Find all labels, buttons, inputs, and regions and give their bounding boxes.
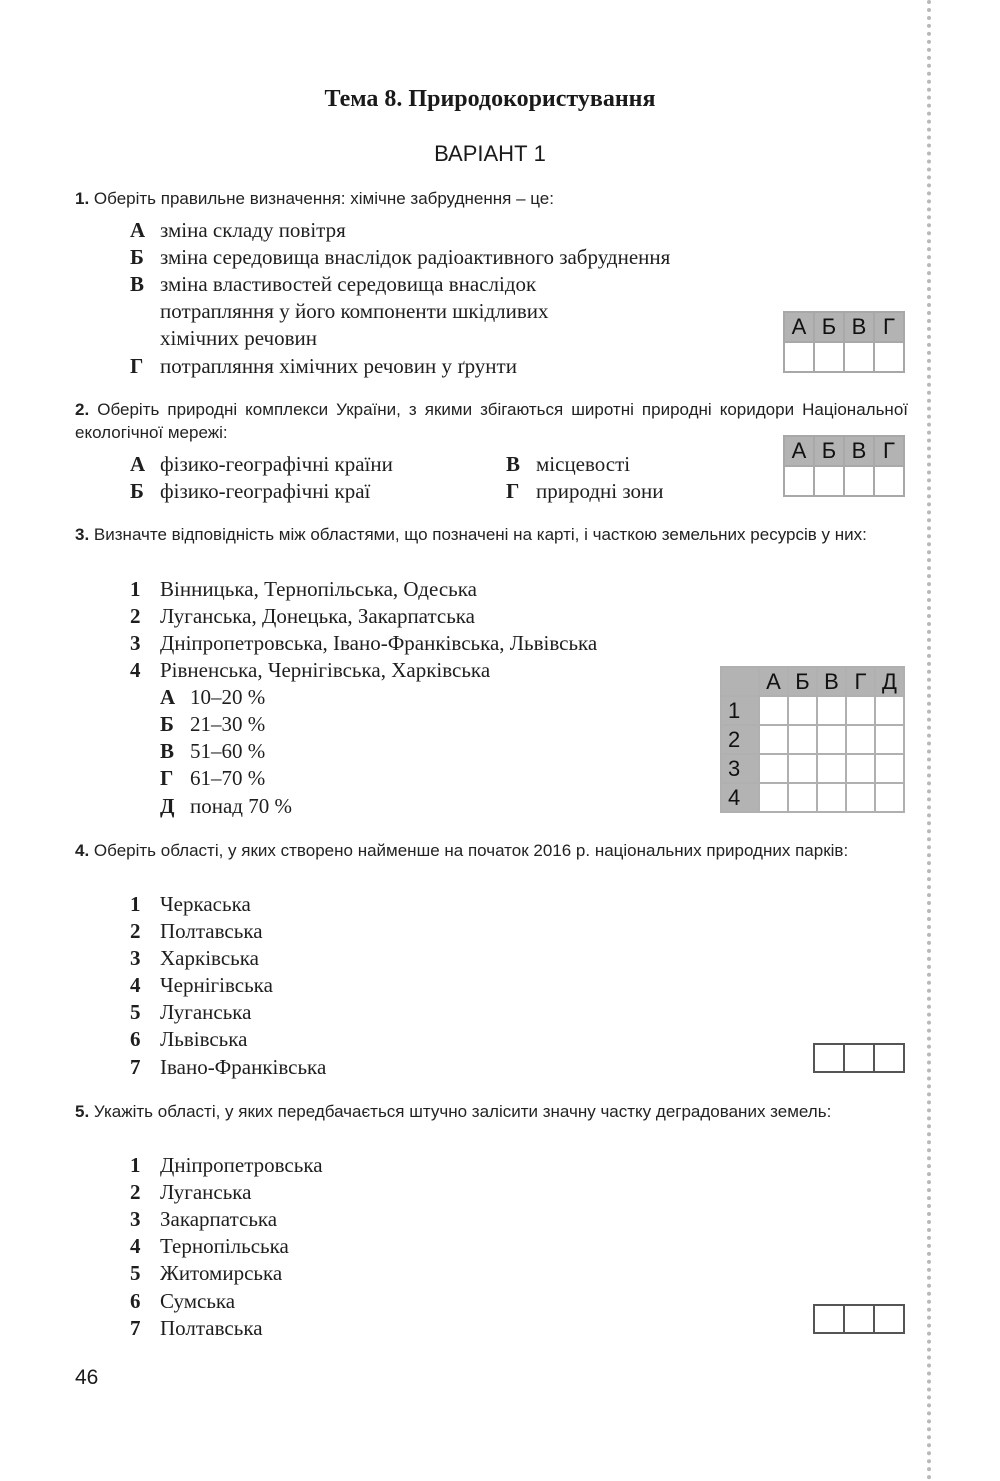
question-text: Визначте відповідність між областями, що позначені на карті, і часткою земельних ресурсів у них: (93, 525, 867, 544)
page-number: 46 (75, 1366, 99, 1389)
match-item-4: 4 Рівненська, Чернігівська, Харківська (130, 658, 491, 682)
list-item: 4 Тернопільська (130, 1234, 289, 1258)
answer-cell[interactable] (844, 1305, 874, 1333)
option-g: Г потрапляння хімічних речовин у ґрунти (130, 354, 517, 378)
grid-header-letter: Г (874, 312, 904, 342)
match-answer-d: Д понад 70 % (160, 794, 292, 818)
answer-cell[interactable] (875, 725, 904, 754)
answer-cell[interactable] (844, 342, 874, 372)
answer-cell[interactable] (817, 696, 846, 725)
grid-header-letter: А (784, 312, 814, 342)
answer-cell[interactable] (875, 696, 904, 725)
answer-cell[interactable] (874, 466, 904, 496)
grid-corner (721, 667, 759, 696)
question-5-stem (75, 1100, 908, 1123)
answer-cell[interactable] (817, 783, 846, 812)
answer-cell[interactable] (759, 725, 788, 754)
question-3-stem (75, 523, 908, 546)
question-number: 5. (75, 1102, 90, 1121)
answer-cell[interactable] (846, 754, 875, 783)
answer-cell[interactable] (817, 725, 846, 754)
perforation-line (927, 0, 931, 1481)
variant-heading: ВАРІАНТ 1 (434, 141, 546, 166)
list-item: 6 Сумська (130, 1289, 236, 1313)
answer-cell[interactable] (875, 783, 904, 812)
option-b: Б зміна середовища внаслідок радіоактивного забруднення (130, 245, 671, 269)
list-item: 4 Чернігівська (130, 973, 273, 997)
question-text: Оберіть правильне визначення: хімічне забруднення – це: (93, 189, 554, 208)
match-answer-g: Г 61–70 % (160, 766, 266, 790)
list-item: 7 Полтавська (130, 1316, 263, 1340)
grid-header-letter: Г (846, 667, 875, 696)
grid-header-letter: Б (814, 312, 844, 342)
answer-grid-q3 (720, 666, 905, 813)
option-b: Б фізико-географічні краї (130, 479, 371, 503)
answer-cell[interactable] (759, 696, 788, 725)
answer-grid-q5 (813, 1304, 905, 1334)
page-title: Тема 8. Природокористування (324, 86, 656, 112)
answer-cell[interactable] (874, 1305, 904, 1333)
grid-row-label: 1 (721, 696, 759, 725)
question-text: Оберіть природні комплекси України, з якими збігаються широтні природні коридори Національної екологічної мережі: (75, 400, 908, 442)
answer-cell[interactable] (846, 696, 875, 725)
question-number: 2. (75, 400, 90, 419)
answer-grid-q4 (813, 1043, 905, 1073)
grid-header-letter: В (817, 667, 846, 696)
question-1-stem (75, 187, 908, 210)
answer-cell[interactable] (759, 754, 788, 783)
option-g: Г природні зони (506, 479, 664, 503)
match-answer-v: В 51–60 % (160, 739, 266, 763)
grid-header-letter: А (784, 436, 814, 466)
answer-cell[interactable] (875, 754, 904, 783)
question-number: 3. (75, 525, 90, 544)
answer-cell[interactable] (846, 783, 875, 812)
question-text: Оберіть області, у яких створено найменше на початок 2016 р. національних природних парків: (93, 841, 849, 860)
answer-cell[interactable] (817, 754, 846, 783)
list-item: 6 Львівська (130, 1027, 248, 1051)
list-item: 2 Луганська (130, 1180, 252, 1204)
match-answer-a: А 10–20 % (160, 685, 266, 709)
match-item-2: 2 Луганська, Донецька, Закарпатська (130, 604, 475, 628)
grid-header-letter: Д (875, 667, 904, 696)
option-v-line-2: потрапляння у його компоненти шкідливих (160, 299, 549, 323)
option-v: В зміна властивостей середовища внаслідок (130, 272, 537, 296)
grid-header-letter: А (759, 667, 788, 696)
answer-cell[interactable] (846, 725, 875, 754)
grid-row-label: 4 (721, 783, 759, 812)
answer-cell[interactable] (788, 783, 817, 812)
answer-cell[interactable] (844, 466, 874, 496)
match-item-3: 3 Дніпропетровська, Івано-Франківська, Львівська (130, 631, 598, 655)
question-4-stem (75, 839, 908, 862)
list-item: 5 Житомирська (130, 1261, 283, 1285)
list-item: 7 Івано-Франківська (130, 1055, 327, 1079)
answer-cell[interactable] (814, 342, 844, 372)
option-a: А зміна складу повітря (130, 218, 346, 242)
grid-header-letter: Б (788, 667, 817, 696)
list-item: 2 Полтавська (130, 919, 263, 943)
answer-cell[interactable] (788, 754, 817, 783)
grid-header-letter: В (844, 436, 874, 466)
grid-row-label: 2 (721, 725, 759, 754)
match-item-1: 1 Вінницька, Тернопільська, Одеська (130, 577, 477, 601)
answer-cell[interactable] (814, 1305, 844, 1333)
answer-grid-q1 (783, 311, 905, 373)
question-number: 1. (75, 189, 90, 208)
option-v-line-3: хімічних речовин (160, 326, 317, 350)
answer-cell[interactable] (814, 466, 844, 496)
answer-grid-q2 (783, 435, 905, 497)
answer-cell[interactable] (759, 783, 788, 812)
list-item: 3 Харківська (130, 946, 259, 970)
answer-cell[interactable] (874, 1044, 904, 1072)
answer-cell[interactable] (784, 466, 814, 496)
answer-cell[interactable] (784, 342, 814, 372)
answer-cell[interactable] (788, 725, 817, 754)
list-item: 5 Луганська (130, 1000, 252, 1024)
grid-header-letter: Г (874, 436, 904, 466)
question-number: 4. (75, 841, 90, 860)
answer-cell[interactable] (844, 1044, 874, 1072)
match-answer-b: Б 21–30 % (160, 712, 266, 736)
option-v: В місцевості (506, 452, 631, 476)
list-item: 1 Дніпропетровська (130, 1153, 323, 1177)
grid-header-letter: Б (814, 436, 844, 466)
answer-cell[interactable] (874, 342, 904, 372)
list-item: 3 Закарпатська (130, 1207, 278, 1231)
option-a: А фізико-географічні країни (130, 452, 393, 476)
question-text: Укажіть області, у яких передбачається штучно залісити значну частку деградованих земель: (93, 1102, 832, 1121)
list-item: 1 Черкаська (130, 892, 251, 916)
grid-row-label: 3 (721, 754, 759, 783)
grid-header-letter: В (844, 312, 874, 342)
answer-cell[interactable] (814, 1044, 844, 1072)
answer-cell[interactable] (788, 696, 817, 725)
